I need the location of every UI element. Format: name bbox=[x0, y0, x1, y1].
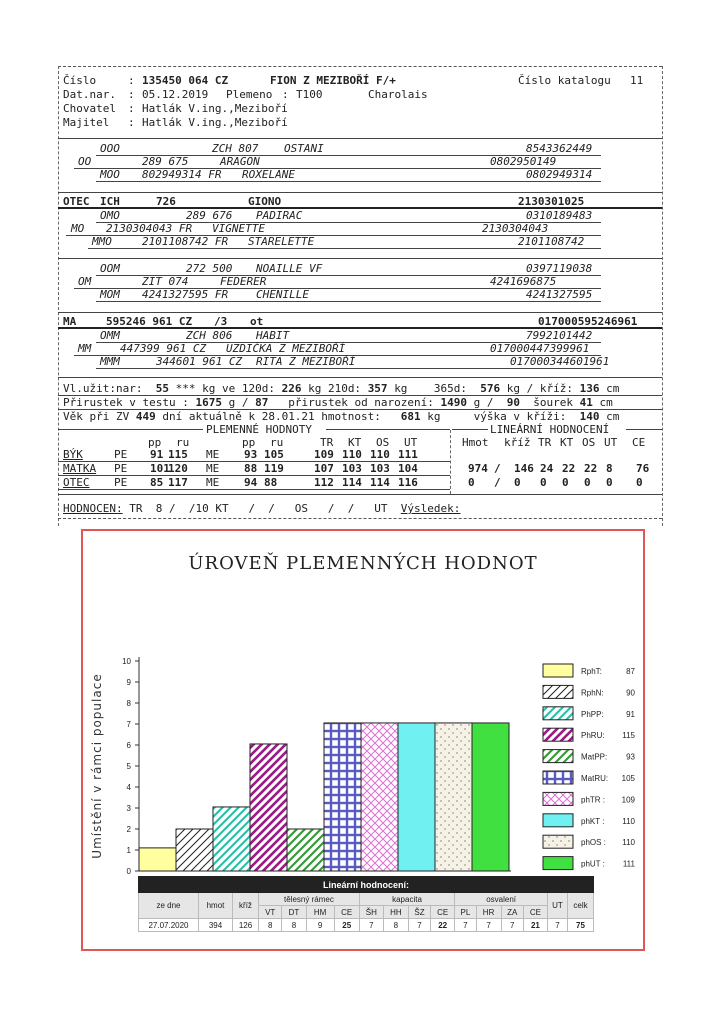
bar-5 bbox=[324, 723, 361, 871]
omm-id: ZCH 806 bbox=[186, 329, 233, 342]
mom-id: 4241327595 FR bbox=[142, 288, 229, 301]
cell-val-0: 8 bbox=[259, 919, 282, 932]
row-1-ut: 104 bbox=[398, 462, 418, 475]
row-1-ru2: 119 bbox=[264, 462, 284, 475]
legend-swatch-7 bbox=[543, 814, 573, 827]
mmm-num: 017000344601961 bbox=[510, 355, 610, 368]
majitel-value: Hatlák V.ing.,Meziboří bbox=[142, 116, 288, 129]
breed-name: Charolais bbox=[368, 88, 428, 101]
col-hmot: hmot bbox=[199, 893, 233, 919]
bar-6 bbox=[361, 723, 398, 871]
omm-code: OMM bbox=[100, 329, 120, 342]
group-kapacita: kapacita bbox=[359, 893, 454, 906]
mm-id: 447399 961 CZ bbox=[120, 342, 207, 355]
mmo-id: 2101108742 FR bbox=[142, 235, 229, 248]
y-tick-label: 0 bbox=[126, 867, 131, 876]
card-right-border bbox=[662, 66, 663, 526]
row-1-los: 22 bbox=[584, 462, 598, 475]
y-tick-label: 2 bbox=[126, 825, 131, 834]
chovatel-label: Chovatel bbox=[63, 102, 116, 115]
row-1-lce: 76 bbox=[636, 462, 650, 475]
moo-num: 0802949314 bbox=[526, 168, 593, 181]
legend-label-5: MatRU: bbox=[581, 774, 609, 783]
ooo-num: 8543362449 bbox=[526, 142, 593, 155]
y-tick-label: 10 bbox=[122, 657, 131, 666]
col-ut: UT bbox=[548, 893, 568, 919]
cell-hmot: 394 bbox=[199, 919, 233, 932]
katalog-label: Číslo katalogu bbox=[518, 74, 611, 87]
legend-swatch-2 bbox=[543, 707, 573, 720]
legend-value-7: 110 bbox=[622, 816, 635, 826]
mmo-num: 2101108742 bbox=[518, 235, 585, 248]
omo-id: 289 676 bbox=[186, 209, 233, 222]
row-0-kt: 110 bbox=[342, 448, 362, 461]
om-name: FEDERER bbox=[220, 275, 267, 288]
omo-code: OMO bbox=[100, 209, 120, 222]
sub-col-11: CE bbox=[523, 906, 547, 919]
legend-swatch-5 bbox=[543, 771, 573, 784]
omo-name: PADIRAC bbox=[256, 209, 303, 222]
bar-4 bbox=[287, 829, 324, 871]
row-2-lkt: 0 bbox=[562, 476, 569, 489]
row-1-kt: 103 bbox=[342, 462, 362, 475]
breeding-values-chart bbox=[81, 529, 645, 951]
chovatel-value: Hatlák V.ing.,Meziboří bbox=[142, 102, 288, 115]
datnar-value: 05.12.2019 bbox=[142, 88, 209, 101]
row-0-pp2: 93 bbox=[244, 448, 258, 461]
legend-label-7: phKT : bbox=[581, 816, 605, 826]
row-1-pp: 101 bbox=[150, 462, 170, 475]
cell-celk: 75 bbox=[568, 919, 594, 932]
perf-line-2: Přirustek v testu : 1675 g / 87 přirustek od narození: 1490 g / 90 šourek 41 cm bbox=[63, 396, 613, 409]
mm-num: 017000447399961 bbox=[490, 342, 590, 355]
row-1-os: 103 bbox=[370, 462, 390, 475]
mmo-name: STARELETTE bbox=[248, 235, 315, 248]
bar-8 bbox=[435, 723, 472, 871]
cell-val-4: 7 bbox=[359, 919, 383, 932]
ma-tag: ot bbox=[250, 315, 264, 328]
chart-title: ÚROVEŇ PLEMENNÝCH HODNOT bbox=[188, 553, 538, 574]
row-2-ru: 117 bbox=[168, 476, 188, 489]
y-tick-label: 3 bbox=[126, 804, 131, 813]
row-0-tr: 109 bbox=[314, 448, 334, 461]
col-celk: celk bbox=[568, 893, 594, 919]
cell-val-5: 8 bbox=[383, 919, 408, 932]
row-2-tr: 112 bbox=[314, 476, 334, 489]
sub-col-0: VT bbox=[259, 906, 282, 919]
row-2-lut: 0 bbox=[606, 476, 613, 489]
ma-id: 595246 961 CZ bbox=[106, 315, 193, 328]
ma-num: 017000595246961 bbox=[538, 315, 638, 328]
legend-value-4: 93 bbox=[626, 752, 635, 762]
row-2-pp2: 94 bbox=[244, 476, 258, 489]
cell-val-7: 22 bbox=[431, 919, 455, 932]
om-code: OM bbox=[78, 275, 92, 288]
hodnoceni-row: HODNOCEN: TR 8 / /10 KT / / OS / / UT Výsledek: bbox=[63, 502, 461, 515]
row-0-ru: 115 bbox=[168, 448, 188, 461]
legend-label-6: phTR : bbox=[581, 795, 606, 805]
sub-col-6: ŠZ bbox=[408, 906, 430, 919]
sub-col-7: CE bbox=[431, 906, 455, 919]
animal-name: FION Z MEZIBOŘÍ F/+ bbox=[270, 74, 396, 87]
cislo-label: Číslo bbox=[63, 74, 97, 87]
row-1-tr: 107 bbox=[314, 462, 334, 475]
sub-col-10: ZA bbox=[501, 906, 523, 919]
row-1-hmot: 974 bbox=[468, 462, 488, 475]
divider bbox=[58, 138, 662, 139]
row-1-pp2: 88 bbox=[244, 462, 258, 475]
legend-swatch-9 bbox=[543, 857, 573, 870]
row-0-me: ME bbox=[206, 448, 220, 461]
cell-val-9: 7 bbox=[476, 919, 501, 932]
linear-table-title: Lineární hodnocení: bbox=[139, 877, 594, 893]
oom-num: 0397119038 bbox=[526, 262, 593, 275]
row-1-lkt: 22 bbox=[562, 462, 576, 475]
bar-7 bbox=[398, 723, 435, 871]
mom-name: CHENILLE bbox=[256, 288, 309, 301]
cell-val-3: 25 bbox=[334, 919, 359, 932]
group-telesny-ramec: tělesný rámec bbox=[259, 893, 360, 906]
sub-col-1: DT bbox=[282, 906, 306, 919]
om-id: ZIT 074 bbox=[142, 275, 189, 288]
mmm-code: MMM bbox=[100, 355, 120, 368]
ma-code: MA bbox=[63, 315, 77, 328]
mmm-id: 344601 961 CZ bbox=[156, 355, 243, 368]
row-0-ut: 111 bbox=[398, 448, 418, 461]
omm-name: HABIT bbox=[256, 329, 290, 342]
y-tick-label: 5 bbox=[126, 762, 131, 771]
otec-reg: ICH bbox=[100, 195, 120, 208]
row-2-lce: 0 bbox=[636, 476, 643, 489]
om-num: 4241696875 bbox=[490, 275, 557, 288]
oo-num: 0802950149 bbox=[490, 155, 557, 168]
col-kriz: kříž bbox=[233, 893, 259, 919]
row-2-hmot: 0 bbox=[468, 476, 475, 489]
legend-swatch-4 bbox=[543, 750, 573, 763]
row-0-label: BÝK bbox=[63, 448, 83, 461]
legend-swatch-1 bbox=[543, 685, 573, 698]
y-tick-label: 4 bbox=[126, 783, 131, 792]
row-0-ru2: 105 bbox=[264, 448, 284, 461]
legend-swatch-6 bbox=[543, 792, 573, 805]
bar-2 bbox=[213, 807, 250, 871]
y-tick-label: 9 bbox=[126, 678, 131, 687]
legend-swatch-3 bbox=[543, 728, 573, 741]
legend-swatch-0 bbox=[543, 664, 573, 677]
y-tick-label: 1 bbox=[126, 846, 131, 855]
plemeno-label: Plemeno bbox=[226, 88, 273, 101]
cell-val-1: 8 bbox=[282, 919, 306, 932]
omm-num: 7992101442 bbox=[526, 329, 593, 342]
oo-name: ARAGON bbox=[220, 155, 260, 168]
katalog-value: 11 bbox=[630, 74, 644, 87]
legend-value-9: 111 bbox=[622, 859, 635, 869]
legend-value-5: 105 bbox=[621, 774, 635, 783]
legend-value-8: 110 bbox=[622, 838, 635, 848]
y-axis-label: Umístění v rámci populace bbox=[90, 673, 104, 859]
mmo-code: MMO bbox=[92, 235, 112, 248]
bar-0 bbox=[139, 848, 176, 871]
mm-code: MM bbox=[78, 342, 92, 355]
moo-code: MOO bbox=[100, 168, 120, 181]
row-1-pe: PE bbox=[114, 462, 128, 475]
card-top-border bbox=[58, 66, 662, 67]
row-0-os: 110 bbox=[370, 448, 390, 461]
mm-name: UZDIČKA Z MEZIBOŘÍ bbox=[226, 342, 346, 355]
omo-num: 0310189483 bbox=[526, 209, 593, 222]
cislo-value: 135450 064 CZ bbox=[142, 74, 229, 87]
ooo-id: ZCH 807 bbox=[212, 142, 259, 155]
section-plemenne-hodnoty: PLEMENNÉ HODNOTY bbox=[206, 423, 312, 436]
linear-data-row bbox=[139, 919, 594, 932]
bar-1 bbox=[176, 829, 213, 871]
card-left-border bbox=[58, 66, 59, 526]
row-2-ut: 116 bbox=[398, 476, 418, 489]
row-1-lut: 8 bbox=[606, 462, 613, 475]
y-tick-label: 7 bbox=[126, 720, 131, 729]
cell-date: 27.07.2020 bbox=[139, 919, 199, 932]
datnar-label: Dat.nar. bbox=[63, 88, 116, 101]
legend-label-4: MatPP: bbox=[581, 752, 608, 762]
row-2-pp: 85 bbox=[150, 476, 164, 489]
otec-id: 726 bbox=[156, 195, 176, 208]
oom-name: NOAILLE VF bbox=[256, 262, 323, 275]
perf-line-1: Vl.užit:nar: 55 *** kg ve 120d: 226 kg 210d: 357 kg 365d: 576 kg / kříž: 136 cm bbox=[63, 382, 620, 395]
ma-extra: /3 bbox=[214, 315, 228, 328]
ooo-name: OSTANI bbox=[284, 142, 324, 155]
section-linearni-hodnoceni: LINEÁRNÍ HODNOCENÍ bbox=[490, 423, 610, 436]
row-2-me: ME bbox=[206, 476, 220, 489]
row-1-ru: 120 bbox=[168, 462, 188, 475]
row-1-ltr: 24 bbox=[540, 462, 554, 475]
cell-ut: 7 bbox=[548, 919, 568, 932]
legend-swatch-8 bbox=[543, 835, 573, 848]
legend-label-3: PhRU: bbox=[581, 731, 605, 741]
legend-value-2: 91 bbox=[626, 709, 635, 719]
mom-code: MOM bbox=[100, 288, 120, 301]
cell-val-6: 7 bbox=[408, 919, 430, 932]
cell-val-8: 7 bbox=[455, 919, 476, 932]
y-tick-label: 8 bbox=[126, 699, 131, 708]
linear-evaluation-table bbox=[138, 876, 594, 932]
cell-kriz: 126 bbox=[233, 919, 259, 932]
legend-label-1: RphN: bbox=[581, 688, 604, 698]
legend-label-2: PhPP: bbox=[581, 709, 604, 719]
bar-3 bbox=[250, 744, 287, 871]
sub-col-5: HH bbox=[383, 906, 408, 919]
mo-num: 2130304043 bbox=[482, 222, 549, 235]
oo-id: 289 675 bbox=[142, 155, 189, 168]
row-2-label: OTEC bbox=[63, 476, 90, 489]
legend-value-0: 87 bbox=[626, 667, 635, 676]
oo-code: OO bbox=[78, 155, 92, 168]
mo-id: 2130304043 FR bbox=[106, 222, 193, 235]
row-2-los: 0 bbox=[584, 476, 591, 489]
legend-label-9: phUT : bbox=[581, 859, 605, 869]
pedigree-card: Číslo : 135450 064 CZ FION Z MEZIBOŘÍ F/+ Číslo katalogu 11 Dat.nar. : 05.12.2019 Plemeno : T100 Charolais Chovatel : Hatlák V.ing.,Meziboří Majitel : Hatlák V.ing.,Meziboří OOO ZCH 807 OSTANI 8543362449 OO 289 675 ARAGON 0802950149 MOO 802949314 FR ROXELANE 0802949314 OTEC ICH 726 GIONO 2130301025 OMO 289 676 PADIRAC 0310189483 MO 2130304043 FR VIGNETTE 2130304043 MMO 2101108742 FR STARELETTE 2101108742 OOM 272 500 NOAILLE VF 0397119038 OM ZIT 074 FEDERER 4241696875 MOM 4241327595 FR CHENILLE 4241327595 MA 595246 961 CZ /3 ot 017000595246961 OMM ZCH 806 HABIT 7992101442 MM 447399 961 CZ UZDIČKA Z MEZIBOŘÍ 017000447399961 MMM 344601 961 CZ RITA Z MEZIBOŘÍ 017000344601961 Vl.užit:nar: 55 *** kg ve 120d: 226 kg 210d: 357 kg 365d: 576 kg / kříž: 136 cm Přirustek v testu : 1675 g / 87 přirustek od narození: 1490 g / 90 šourek 41 cm Věk při ZV 449 dní aktuálně k 28.01.21 hmotnost: 681 kg výška v kříži: 140 cm PLEMENNÉ HODNOTY LINEÁRNÍ HODNOCENÍ pp ru pp ru TR KT OS UT Hmot kříž TR KT OS UT CE BÝK PE 91 115 ME 93 105 109 110 110 111 MATKA PE 101 120 ME 88 119 107 103 103 104 974 146 24 22 22 8 76 / OTEC PE 85 117 ME 94 88 112 114 114 116 0 0 0 0 0 0 0 / HODNOCEN: TR 8 / /10 KT / / OS / / UT Výsledek: bbox=[0, 0, 723, 530]
bar-9 bbox=[472, 723, 509, 871]
y-tick-label: 6 bbox=[126, 741, 131, 750]
legend-value-3: 115 bbox=[622, 731, 635, 741]
row-2-os: 114 bbox=[370, 476, 390, 489]
legend-label-0: RphT: bbox=[581, 667, 602, 676]
row-0-pe: PE bbox=[114, 448, 128, 461]
sub-col-3: CE bbox=[334, 906, 359, 919]
row-2-kriz: 0 bbox=[514, 476, 521, 489]
cell-val-2: 9 bbox=[306, 919, 334, 932]
mom-num: 4241327595 bbox=[526, 288, 593, 301]
row-1-me: ME bbox=[206, 462, 220, 475]
legend-label-8: phOS : bbox=[581, 838, 606, 848]
cell-val-10: 7 bbox=[501, 919, 523, 932]
legend-value-1: 90 bbox=[626, 688, 635, 698]
oom-code: OOM bbox=[100, 262, 120, 275]
legend-value-6: 109 bbox=[621, 795, 635, 805]
mmm-name: RITA Z MEZIBOŘÍ bbox=[256, 355, 356, 368]
otec-num: 2130301025 bbox=[518, 195, 585, 208]
cell-val-11: 21 bbox=[523, 919, 547, 932]
mo-name: VIGNETTE bbox=[212, 222, 265, 235]
row-2-ltr: 0 bbox=[540, 476, 547, 489]
sub-col-2: HM bbox=[306, 906, 334, 919]
sub-col-9: HR bbox=[476, 906, 501, 919]
ooo-code: OOO bbox=[100, 142, 120, 155]
sub-col-4: ŠH bbox=[359, 906, 383, 919]
otec-name: GIONO bbox=[248, 195, 282, 208]
row-1-label: MATKA bbox=[63, 462, 97, 475]
row-0-pp: 91 bbox=[150, 448, 164, 461]
perf-line-3: Věk při ZV 449 dní aktuálně k 28.01.21 hmotnost: 681 kg výška v kříži: 140 cm bbox=[63, 410, 620, 423]
moo-id: 802949314 FR bbox=[142, 168, 222, 181]
oom-id: 272 500 bbox=[186, 262, 233, 275]
majitel-label: Majitel bbox=[63, 116, 110, 129]
col-date: ze dne bbox=[139, 893, 199, 919]
row-2-ru2: 88 bbox=[264, 476, 278, 489]
row-1-kriz: 146 bbox=[514, 462, 534, 475]
plemeno-value: T100 bbox=[296, 88, 323, 101]
row-2-pe: PE bbox=[114, 476, 128, 489]
group-osvaleni: osvalení bbox=[455, 893, 548, 906]
mo-code: MO bbox=[71, 222, 85, 235]
moo-name: ROXELANE bbox=[242, 168, 295, 181]
otec-code: OTEC bbox=[63, 195, 90, 208]
row-2-kt: 114 bbox=[342, 476, 362, 489]
sub-col-8: PL bbox=[455, 906, 476, 919]
